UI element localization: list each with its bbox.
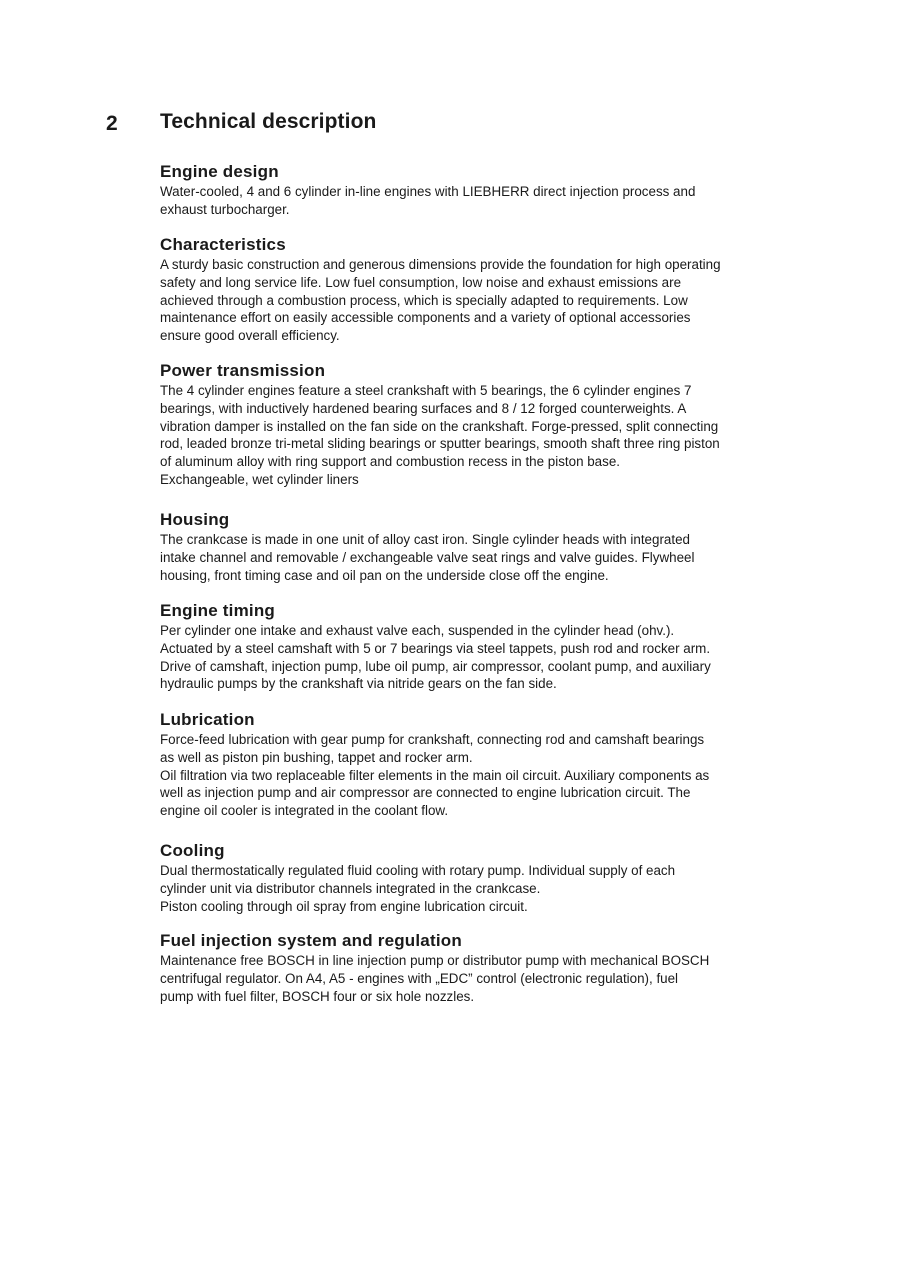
- body-line: rod, leaded bronze tri-metal sliding bearings or sputter bearings, smooth shaft three ring piston: [160, 436, 720, 452]
- body-line: hydraulic pumps by the crankshaft via nitride gears on the fan side.: [160, 676, 557, 692]
- body-line: The 4 cylinder engines feature a steel crankshaft with 5 bearings, the 6 cylinder engines 7: [160, 383, 692, 398]
- body-line: exhaust turbocharger.: [160, 201, 290, 217]
- body-line: Piston cooling through oil spray from engine lubrication circuit.: [160, 898, 528, 914]
- body-line: as well as piston pin bushing, tappet and rocker arm.: [160, 749, 473, 765]
- body-line: pump with fuel filter, BOSCH four or six hole nozzles.: [160, 988, 475, 1004]
- section-body: [160, 183, 800, 219]
- body-line: maintenance effort on easily accessible components and a variety of optional accessories: [160, 310, 691, 326]
- body-line: well as injection pump and air compressor are connected to engine lubrication circuit. The: [160, 785, 691, 801]
- section-heading: Cooling: [160, 841, 225, 860]
- chapter-number: 2: [106, 112, 118, 135]
- section-body: [160, 622, 800, 693]
- section-body: [160, 531, 800, 584]
- section-engine-timing: [160, 601, 800, 693]
- section-body: [160, 731, 800, 820]
- body-line: of aluminum alloy with ring support and combustion recess in the piston base.: [160, 454, 620, 470]
- body-line: Dual thermostatically regulated fluid cooling with rotary pump. Individual supply of each: [160, 863, 676, 878]
- section-lubrication: [160, 710, 800, 820]
- body-line: intake channel and removable / exchangeable valve seat rings and valve guides. Flywheel: [160, 549, 695, 565]
- body-line: Water-cooled, 4 and 6 cylinder in-line engines with LIEBHERR direct injection process and: [160, 184, 696, 199]
- section-heading: Characteristics: [160, 235, 286, 254]
- section-fuel-injection: [160, 931, 800, 1005]
- chapter-title: Technical description: [160, 110, 377, 133]
- body-line: A sturdy basic construction and generous dimensions provide the foundation for high operating: [160, 257, 721, 272]
- section-characteristics: [160, 235, 800, 345]
- body-line: cylinder unit via distributor channels integrated in the crankcase.: [160, 880, 541, 896]
- body-line: Drive of camshaft, injection pump, lube oil pump, air compressor, coolant pump, and auxiliary: [160, 658, 711, 674]
- body-line: bearings, with inductively hardened bearing surfaces and 8 / 12 forged counterweights. A: [160, 400, 687, 416]
- body-line: housing, front timing case and oil pan on the underside close off the engine.: [160, 567, 609, 583]
- body-line: Maintenance free BOSCH in line injection pump or distributor pump with mechanical BOSCH: [160, 953, 710, 968]
- body-line: The crankcase is made in one unit of alloy cast iron. Single cylinder heads with integrated: [160, 532, 690, 547]
- section-body: [160, 382, 800, 489]
- section-power-transmission: [160, 361, 800, 489]
- section-housing: [160, 510, 800, 584]
- body-line: Actuated by a steel camshaft with 5 or 7 bearings via steel tappets, push rod and rocker arm.: [160, 640, 711, 656]
- body-line: centrifugal regulator. On A4, A5 - engines with „EDC” control (electronic regulation), fuel: [160, 970, 679, 986]
- body-line: ensure good overall efficiency.: [160, 328, 340, 344]
- body-line: vibration damper is installed on the fan side on the crankshaft. Forge-pressed, split connecting: [160, 418, 719, 434]
- section-body: [160, 256, 800, 345]
- section-heading: Housing: [160, 510, 230, 529]
- body-line: Oil filtration via two replaceable filter elements in the main oil circuit. Auxiliary components as: [160, 767, 710, 783]
- body-line: Per cylinder one intake and exhaust valve each, suspended in the cylinder head (ohv.).: [160, 623, 675, 638]
- body-line: safety and long service life. Low fuel consumption, low noise and exhaust emissions are: [160, 274, 682, 290]
- body-line: Exchangeable, wet cylinder liners: [160, 471, 359, 487]
- body-line: Force-feed lubrication with gear pump for crankshaft, connecting rod and camshaft bearings: [160, 732, 705, 747]
- section-body: [160, 952, 800, 1005]
- section-heading: Lubrication: [160, 710, 255, 729]
- section-cooling: [160, 841, 800, 915]
- section-heading: Fuel injection system and regulation: [160, 931, 462, 950]
- section-engine-design: [160, 162, 800, 219]
- section-heading: Engine timing: [160, 601, 275, 620]
- section-body: [160, 862, 800, 915]
- body-line: achieved through a combustion process, which is specially adapted to requirements. Low: [160, 292, 688, 308]
- section-heading: Engine design: [160, 162, 279, 181]
- section-heading: Power transmission: [160, 361, 326, 380]
- body-line: engine oil cooler is integrated in the coolant flow.: [160, 803, 449, 819]
